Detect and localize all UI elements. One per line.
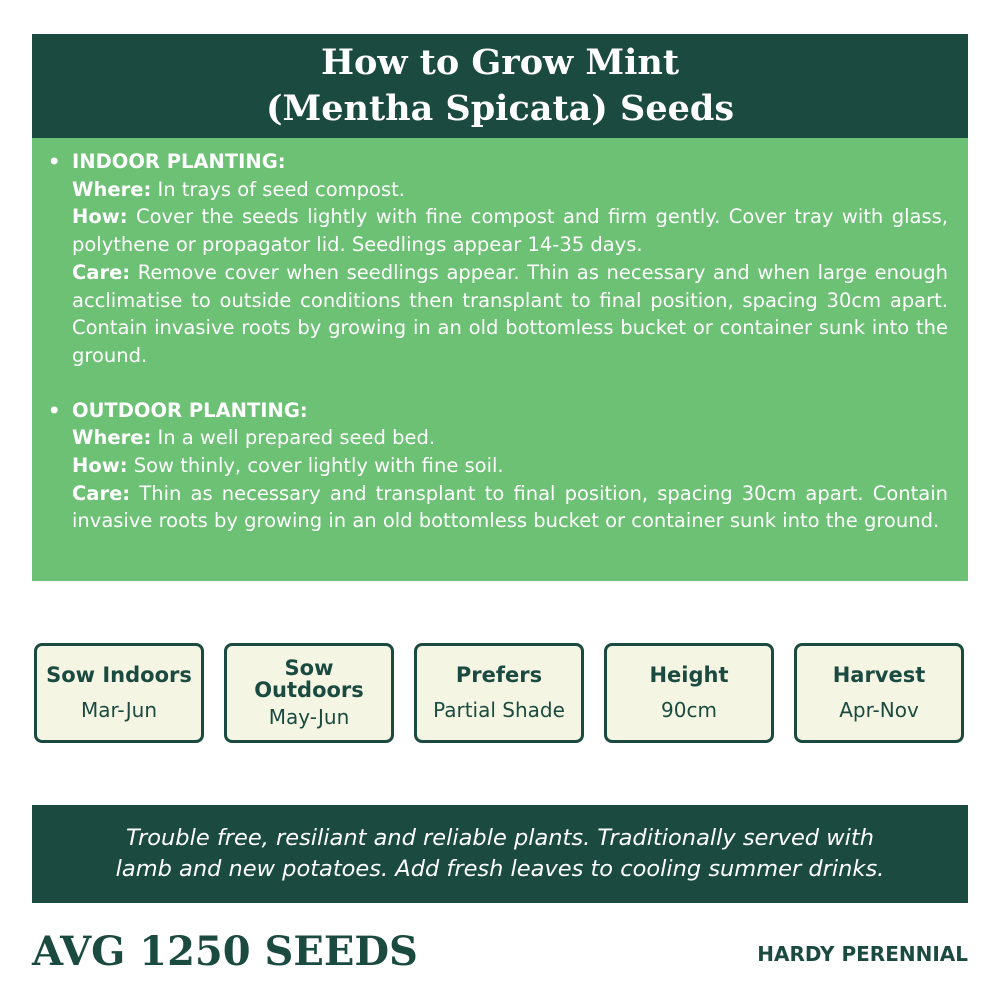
info-box-height <box>604 643 774 743</box>
where-field <box>72 424 948 452</box>
care-field <box>72 480 948 535</box>
info-box-prefers <box>414 643 584 743</box>
title-line-2: (Mentha Spicata) Seeds <box>265 88 735 129</box>
where-label: Where: <box>72 426 152 450</box>
info-box-title: Prefers <box>455 663 543 687</box>
indoor-planting-section <box>48 148 948 370</box>
tagline-banner <box>32 805 968 903</box>
info-box-sow-outdoors <box>224 643 394 743</box>
how-label: How: <box>72 454 128 478</box>
info-box-value: 90cm <box>661 698 717 722</box>
outdoor-planting-section <box>48 397 948 536</box>
info-box-title: Sow Indoors <box>46 663 192 687</box>
where-text: In trays of seed compost. <box>157 177 405 201</box>
care-label: Care: <box>72 481 131 505</box>
how-text: Cover the seeds lightly with fine compost and firm gently. Cover tray with glass, polythene or propagator lid. Seedlings appear 14-35 days. <box>72 205 948 257</box>
info-box-value: Mar-Jun <box>80 698 158 722</box>
tagline-line-2: lamb and new potatoes. Add fresh leaves to cooling summer drinks. <box>115 856 885 882</box>
care-label: Care: <box>72 260 131 284</box>
info-box-value: Partial Shade <box>433 698 565 722</box>
plant-type-label: HARDY PERENNIAL <box>757 942 968 966</box>
info-box-value: May-Jun <box>268 705 350 729</box>
how-field <box>72 203 948 258</box>
how-text: Sow thinly, cover lightly with fine soil. <box>133 454 504 478</box>
where-text: In a well prepared seed bed. <box>157 426 436 450</box>
bullet-icon: • <box>48 150 61 173</box>
seed-count: AVG 1250 SEEDS <box>32 928 418 975</box>
info-box-title: Sow Outdoors <box>254 656 364 702</box>
info-box-value: Apr-Nov <box>839 698 919 722</box>
planting-instructions <box>32 138 968 581</box>
care-field <box>72 259 948 370</box>
section-heading: OUTDOOR PLANTING: <box>72 398 308 422</box>
section-heading: INDOOR PLANTING: <box>72 150 286 173</box>
info-box-sow-indoors <box>34 643 204 743</box>
how-field <box>72 452 948 480</box>
info-box-harvest <box>794 643 964 743</box>
how-label: How: <box>72 205 128 229</box>
tagline-line-1: Trouble free, resiliant and reliable plants. Traditionally served with <box>126 825 874 851</box>
bullet-icon: • <box>48 398 61 422</box>
info-box-title: Height <box>649 663 729 687</box>
where-field <box>72 176 948 204</box>
care-text: Remove cover when seedlings appear. Thin as necessary and when large enough acclimatise to outside conditions then transplant to final position, spacing 30cm apart. Contain invasive roots by growing in an old bottomless bucket or container sunk into the ground. <box>72 260 949 367</box>
info-box-title: Harvest <box>832 663 926 687</box>
care-text: Thin as necessary and transplant to final position, spacing 30cm apart. Contain invasive roots by growing in an old bottomless bucket or container sunk into the ground. <box>72 481 949 533</box>
title-line-1: How to Grow Mint <box>320 42 680 83</box>
title-banner <box>32 34 968 138</box>
where-label: Where: <box>72 177 152 201</box>
